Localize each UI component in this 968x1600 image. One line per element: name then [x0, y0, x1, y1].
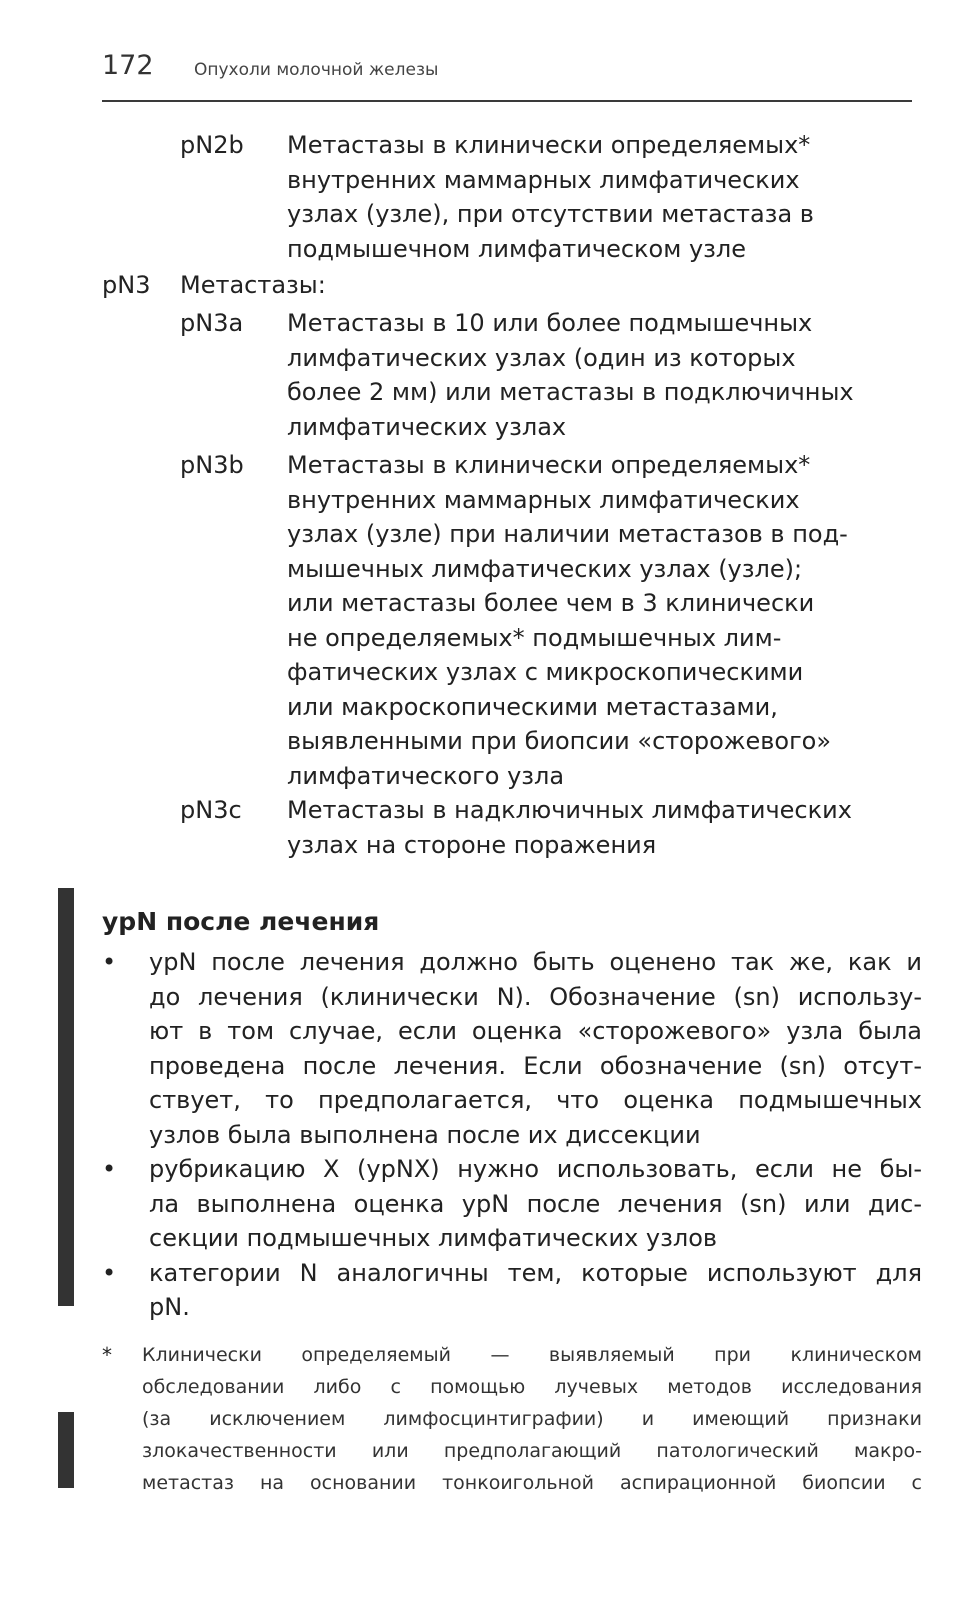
text-line: более 2 мм) или метастазы в подключичных	[287, 378, 854, 406]
entry-description	[287, 306, 854, 444]
page-number: 172	[102, 50, 154, 81]
list-item	[102, 945, 922, 1152]
text-line: или метастазы более чем в 3 клинически	[287, 589, 815, 617]
bullet-list	[102, 945, 922, 1325]
footnote-text	[142, 1339, 922, 1499]
text-line: ypN после лечения должно быть оценено так же, как и	[149, 948, 922, 976]
text-line: узлах (узле), при отсутствии метастаза в	[287, 200, 814, 228]
text-line: узлах на стороне поражения	[287, 830, 657, 859]
text-line: выявленными при биопсии «сторожевого»	[287, 727, 832, 755]
text-line: лимфатических узлах (один из которых	[287, 343, 796, 372]
entry-description	[180, 268, 326, 303]
text-line: не определяемых* подмышечных лим-	[287, 623, 782, 652]
text-line: проведена после лечения. Если обозначение (sn) отсут-	[149, 1051, 922, 1080]
entry-code: pN3b	[180, 451, 244, 479]
text-line: мышечных лимфатических узлах (узле);	[287, 554, 803, 583]
text-line: лимфатических узлах	[287, 412, 567, 441]
margin-bar	[58, 888, 74, 1306]
list-item-text	[149, 1152, 922, 1256]
text-line: злокачественности или предполагающий патологический макро-	[142, 1440, 922, 1462]
text-line: до лечения (клинически N). Обозначение (sn) использу-	[149, 982, 922, 1011]
text-line: Клинически определяемый — выявляемый при клиническом	[142, 1344, 922, 1366]
text-line: (за исключением лимфосцинтиграфии) и имеющий признаки	[142, 1408, 922, 1430]
list-item-text	[149, 945, 922, 1152]
footnote	[102, 1339, 922, 1499]
page-header	[102, 50, 912, 102]
entry-code: pN3a	[180, 309, 244, 337]
entry-description	[287, 448, 848, 793]
footnote-asterisk: *	[102, 1343, 112, 1367]
text-line: секции подмышечных лимфатических узлов	[149, 1224, 718, 1252]
margin-bar	[58, 1412, 74, 1488]
text-line: фатических узлах с микроскопическими	[287, 658, 804, 686]
text-line: рубрикацию X (ypNX) нужно использовать, если не бы-	[149, 1155, 922, 1183]
entry-code: pN3	[102, 271, 151, 299]
bullet-icon: •	[102, 948, 117, 976]
text-line: узлов была выполнена после их диссекции	[149, 1120, 701, 1149]
running-title: Опухоли молочной железы	[194, 60, 439, 80]
list-item-text	[149, 1256, 922, 1325]
text-line: pN.	[149, 1293, 190, 1321]
text-line: лимфатического узла	[287, 761, 565, 790]
text-line: ют в том случае, если оценка «сторожевого» узла была	[149, 1017, 922, 1045]
entry-description	[287, 128, 814, 266]
text-line: Метастазы в клинически определяемых*	[287, 131, 811, 159]
text-line: ла выполнена оценка ypN после лечения (sn) или дис-	[149, 1189, 922, 1218]
text-line: категории N аналогичны тем, которые используют для	[149, 1258, 922, 1287]
text-line: Метастазы:	[180, 271, 326, 299]
list-item	[102, 1152, 922, 1256]
text-line: или макроскопическими метастазами,	[287, 692, 778, 721]
text-line: Метастазы в клинически определяемых*	[287, 451, 811, 479]
bullet-icon: •	[102, 1155, 117, 1183]
entry-code: pN3c	[180, 796, 242, 824]
bullet-icon: •	[102, 1258, 117, 1287]
text-line: Метастазы в 10 или более подмышечных	[287, 309, 813, 337]
list-item	[102, 1256, 922, 1325]
text-line: внутренних маммарных лимфатических	[287, 165, 800, 194]
text-line: узлах (узле) при наличии метастазов в под-	[287, 520, 848, 548]
text-line: метастаз на основании тонкоигольной аспирационной биопсии с	[142, 1472, 922, 1494]
text-line: внутренних маммарных лимфатических	[287, 485, 800, 514]
text-line: подмышечном лимфатическом узле	[287, 234, 747, 263]
text-line: Метастазы в надключичных лимфатических	[287, 796, 852, 824]
text-line: ствует, то предполагается, что оценка подмышечных	[149, 1086, 922, 1114]
entry-code: pN2b	[180, 131, 244, 159]
text-line: обследовании либо с помощью лучевых методов исследования	[142, 1376, 922, 1398]
section-heading: ypN после лечения	[102, 907, 380, 936]
entry-description	[287, 793, 852, 862]
